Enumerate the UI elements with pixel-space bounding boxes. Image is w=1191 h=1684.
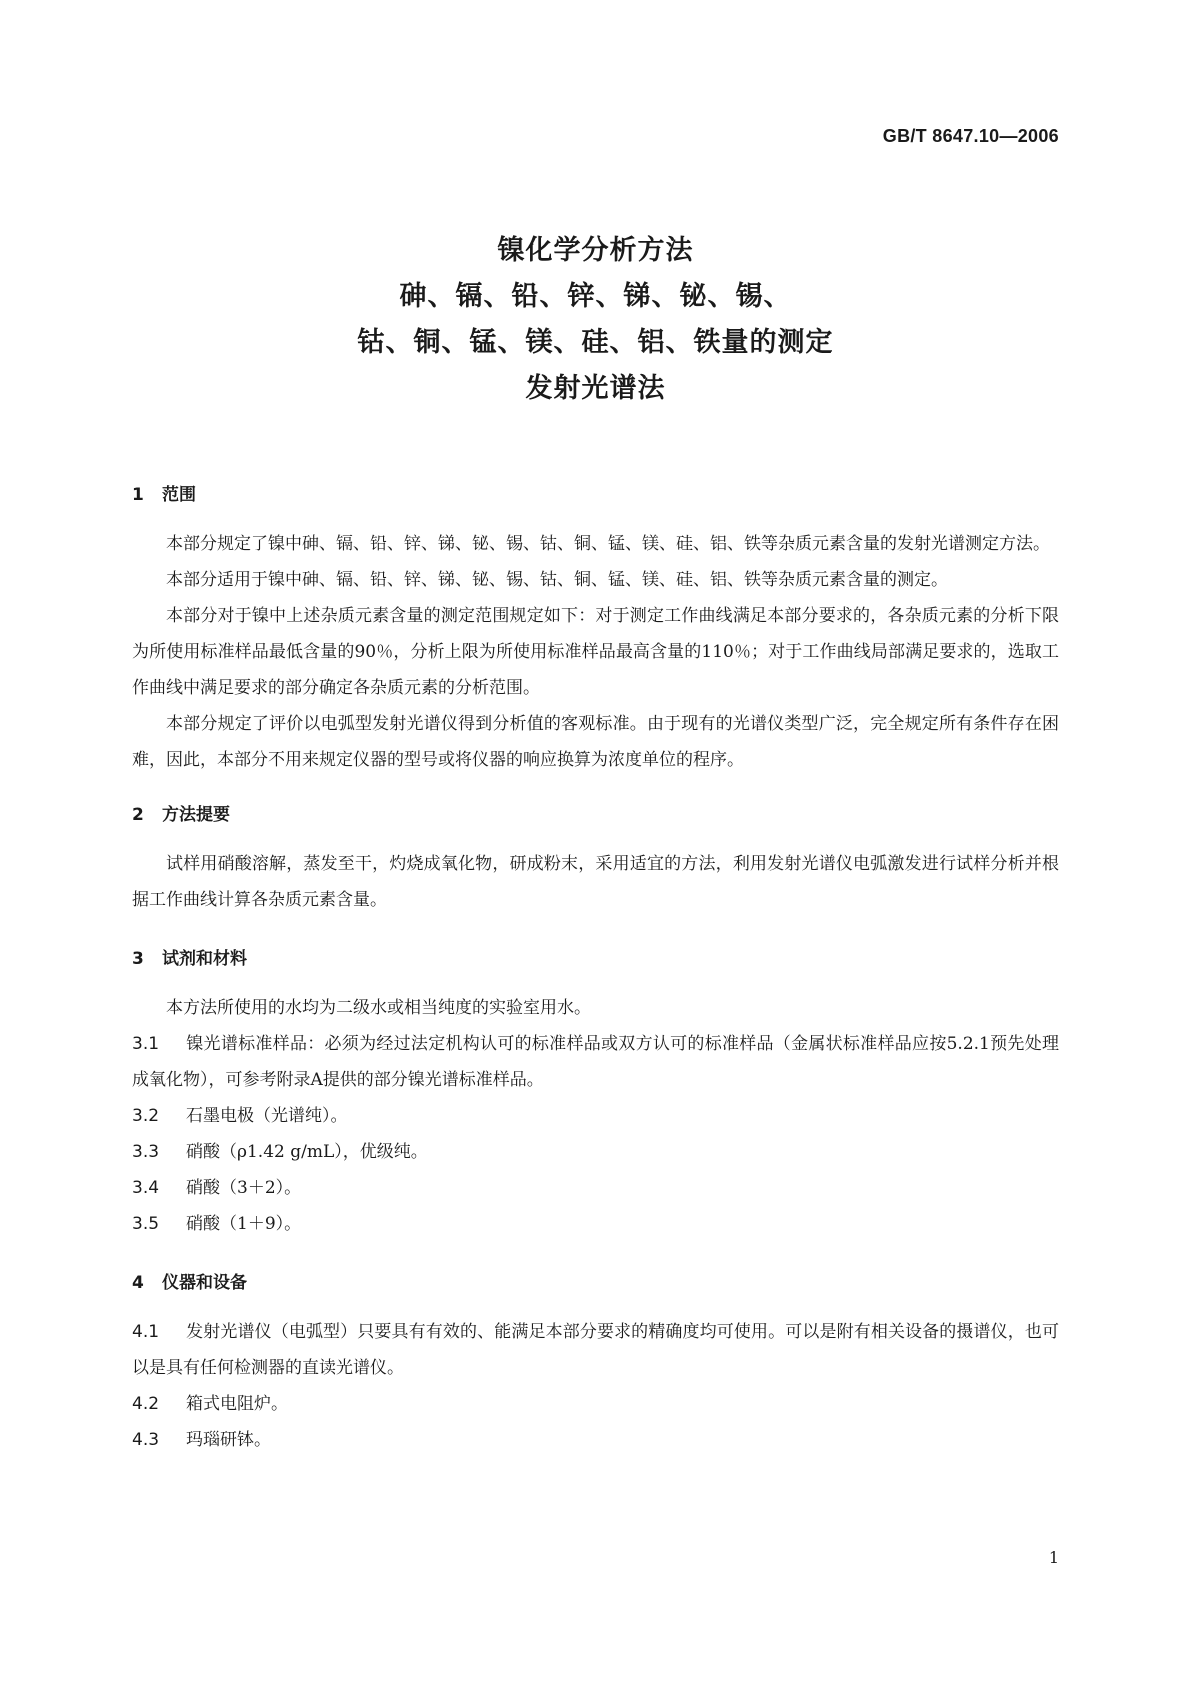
- item-number: 4.1: [132, 1322, 160, 1342]
- title-line-2: 砷、镉、铅、锌、锑、铋、锡、: [399, 281, 792, 312]
- section-title: 试剂和材料: [162, 949, 247, 969]
- item-text: 硝酸（ρ1.42 g/mL），优级纯。: [186, 1142, 428, 1162]
- list-item: [132, 1314, 1059, 1386]
- title-line-4: 发射光谱法: [525, 373, 666, 404]
- paragraph: 本部分适用于镍中砷、镉、铅、锌、锑、铋、锡、钴、铜、锰、镁、硅、铝、铁等杂质元素含量的测定。: [166, 570, 948, 590]
- section-title: 方法提要: [162, 805, 230, 825]
- paragraph: 试样用硝酸溶解，蒸发至干，灼烧成氧化物，研成粉末，采用适宜的方法，利用发射光谱仪电弧激发进行试样分析并根据工作曲线计算各杂质元素含量。: [132, 854, 1059, 910]
- section-heading-principle: [132, 802, 1059, 828]
- item-number: 4.3: [132, 1430, 160, 1450]
- title-line-3: 钴、铜、锰、镁、硅、铝、铁量的测定: [357, 327, 834, 358]
- item-number: 3.3: [132, 1142, 160, 1162]
- list-item: [132, 1134, 1059, 1170]
- list-item: [132, 1170, 1059, 1206]
- paragraph: 本部分规定了评价以电弧型发射光谱仪得到分析值的客观标准。由于现有的光谱仪类型广泛，完全规定所有条件存在困难，因此，本部分不用来规定仪器的型号或将仪器的响应换算为浓度单位的程序。: [132, 714, 1059, 770]
- item-text: 玛瑙研钵。: [186, 1430, 271, 1450]
- item-text: 发射光谱仪（电弧型）只要具有有效的、能满足本部分要求的精确度均可使用。可以是附有相关设备的摄谱仪，也可以是具有任何检测器的直读光谱仪。: [132, 1322, 1059, 1378]
- item-number: 3.4: [132, 1178, 160, 1198]
- paragraph: 本部分规定了镍中砷、镉、铅、锌、锑、铋、锡、钴、铜、锰、镁、硅、铝、铁等杂质元素含量的发射光谱测定方法。: [166, 534, 1050, 554]
- list-item: [132, 1422, 1059, 1458]
- section-number: 3: [132, 949, 144, 969]
- section-heading-apparatus: [132, 1270, 1059, 1296]
- list-item: [132, 1098, 1059, 1134]
- list-item: [132, 1026, 1059, 1098]
- section-number: 2: [132, 805, 144, 825]
- title-line-1: 镍化学分析方法: [497, 235, 694, 266]
- list-item: [132, 1206, 1059, 1242]
- section-heading-reagents: [132, 946, 1059, 972]
- section-number: 4: [132, 1273, 144, 1293]
- item-number: 3.5: [132, 1214, 160, 1234]
- item-number: 4.2: [132, 1394, 160, 1414]
- document-body: [132, 482, 1059, 1458]
- section-title: 范围: [162, 485, 196, 505]
- document-title: [0, 228, 1191, 412]
- section-number: 1: [132, 485, 144, 505]
- standard-code: GB/T 8647.10—2006: [882, 126, 1059, 146]
- section-title: 仪器和设备: [162, 1273, 247, 1293]
- item-text: 硝酸（3＋2）。: [186, 1178, 302, 1198]
- item-number: 3.2: [132, 1106, 160, 1126]
- paragraph: 本方法所使用的水均为二级水或相当纯度的实验室用水。: [166, 998, 591, 1018]
- item-text: 箱式电阻炉。: [186, 1394, 288, 1414]
- section-heading-scope: [132, 482, 1059, 508]
- item-number: 3.1: [132, 1034, 160, 1054]
- item-text: 石墨电极（光谱纯）。: [186, 1106, 348, 1126]
- page-number: 1: [1048, 1548, 1059, 1567]
- item-text: 镍光谱标准样品：必须为经过法定机构认可的标准样品或双方认可的标准样品（金属状标准样品应按5.2.1预先处理成氧化物），可参考附录A提供的部分镍光谱标准样品。: [132, 1034, 1059, 1090]
- list-item: [132, 1386, 1059, 1422]
- item-text: 硝酸（1＋9）。: [186, 1214, 302, 1234]
- paragraph: 本部分对于镍中上述杂质元素含量的测定范围规定如下：对于测定工作曲线满足本部分要求的，各杂质元素的分析下限为所使用标准样品最低含量的90％，分析上限为所使用标准样品最高含量的110％；对于工作曲线局部满足要求的，选取工作曲线中满足要求的部分确定各杂质元素的分析范围。: [132, 606, 1059, 698]
